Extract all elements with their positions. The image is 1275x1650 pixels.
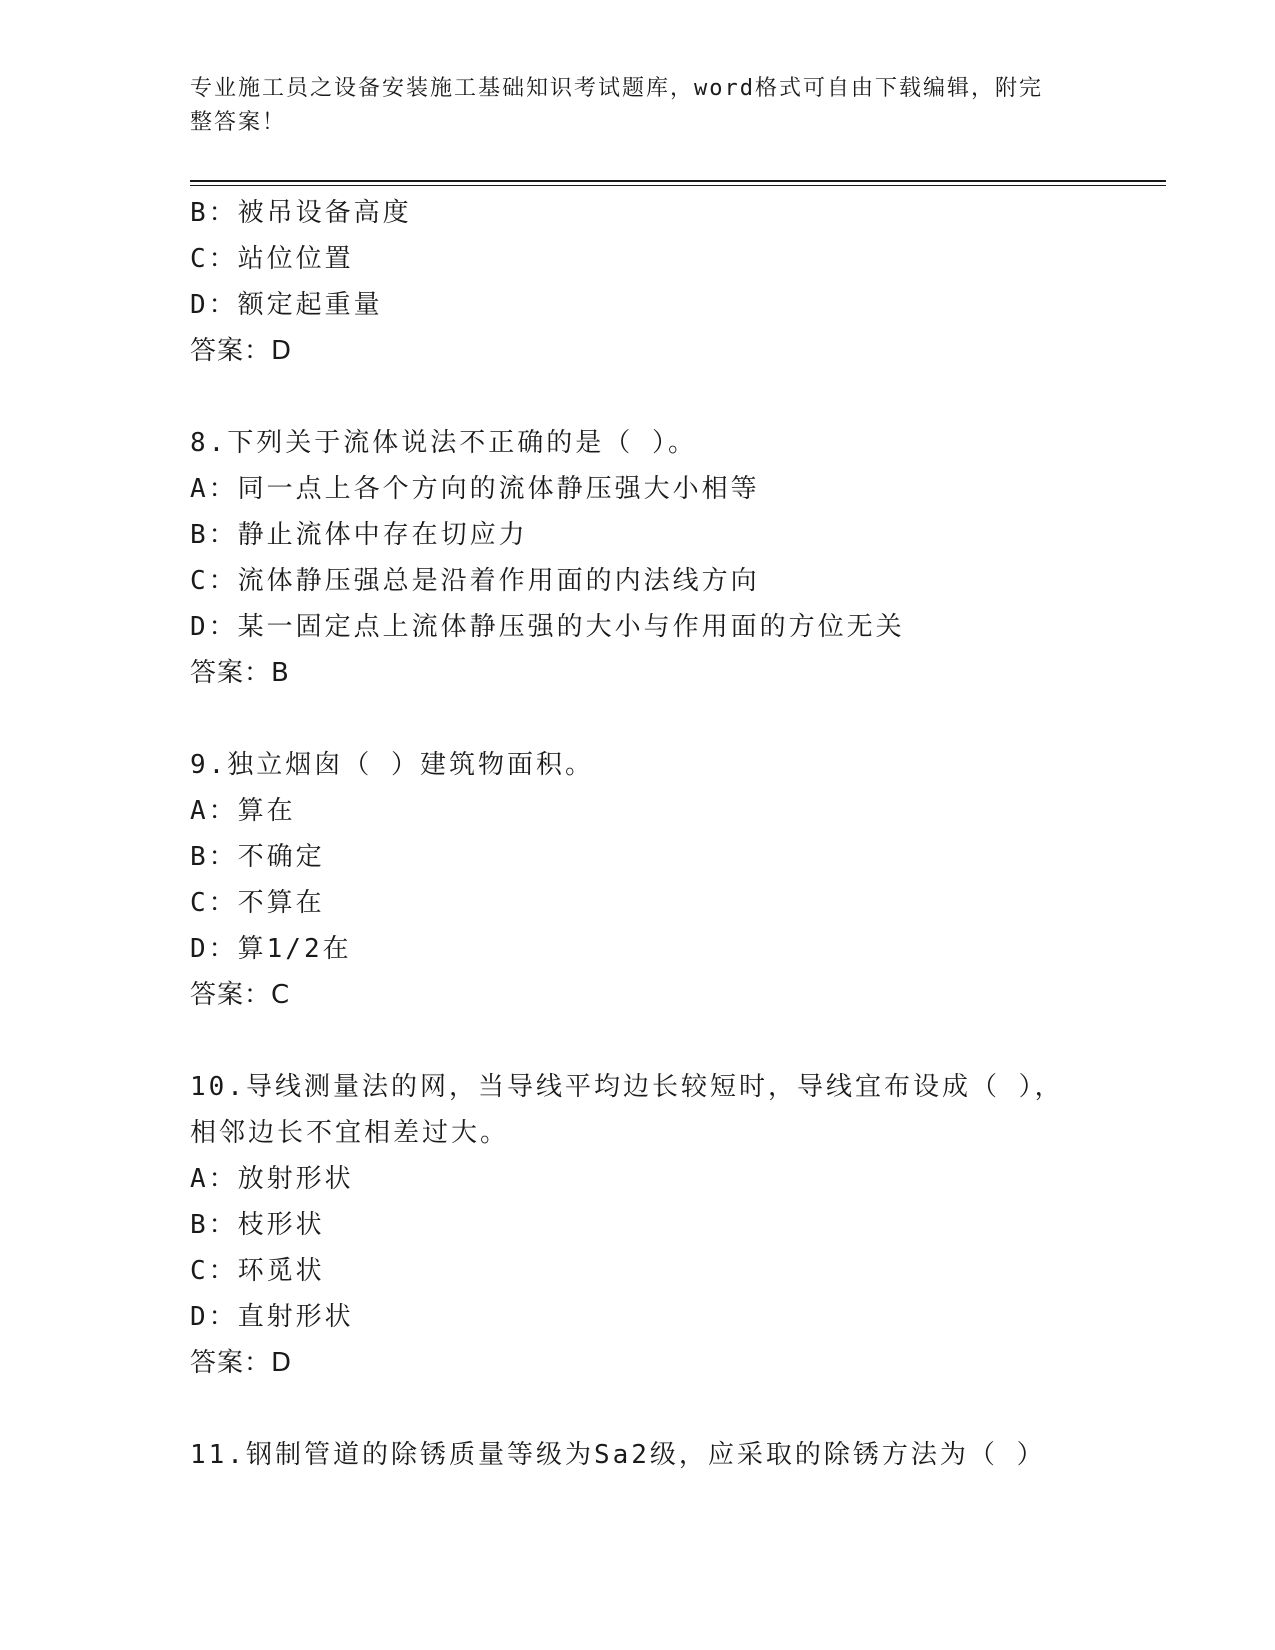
option-b: B：被吊设备高度	[190, 198, 412, 228]
option-d: D：算1/2在	[190, 934, 352, 964]
option-b: B：静止流体中存在切应力	[190, 520, 528, 550]
spacer	[190, 1386, 1130, 1432]
option-d: D：直射形状	[190, 1302, 354, 1332]
answer: 答案：D	[190, 1348, 293, 1378]
spacer	[190, 374, 1130, 420]
question-text: 9.独立烟囱（ ）建筑物面积。	[190, 750, 594, 780]
header-line-2: 整答案！	[190, 110, 287, 135]
option-c: C：环觅状	[190, 1256, 325, 1286]
option-c: C：站位位置	[190, 244, 354, 274]
document-header	[190, 72, 1090, 140]
option-d: D：某一固定点上流体静压强的大小与作用面的方位无关	[190, 612, 905, 642]
option-b: B：不确定	[190, 842, 325, 872]
spacer	[190, 696, 1130, 742]
question-text-line-1: 10.导线测量法的网，当导线平均边长较短时，导线宜布设成（ ），	[190, 1072, 1064, 1102]
question-text: 8.下列关于流体说法不正确的是（ ）。	[190, 428, 697, 458]
question-8	[190, 420, 1130, 696]
option-b: B：枝形状	[190, 1210, 325, 1240]
question-7-tail	[190, 190, 1130, 374]
question-11	[190, 1432, 1130, 1478]
spacer	[190, 1018, 1130, 1064]
option-c: C：不算在	[190, 888, 325, 918]
option-a: A：算在	[190, 796, 296, 826]
option-c: C：流体静压强总是沿着作用面的内法线方向	[190, 566, 760, 596]
answer: 答案：C	[190, 980, 291, 1010]
question-text: 11.钢制管道的除锈质量等级为Sa2级，应采取的除锈方法为（ ）	[190, 1440, 1046, 1470]
question-10	[190, 1064, 1130, 1386]
header-line-1: 专业施工员之设备安装施工基础知识考试题库，word格式可自由下载编辑，附完	[190, 76, 1043, 101]
option-a: A：放射形状	[190, 1164, 354, 1194]
question-text-line-2: 相邻边长不宜相差过大。	[190, 1118, 510, 1148]
header-divider-thick	[190, 180, 1166, 182]
option-a: A：同一点上各个方向的流体静压强大小相等	[190, 474, 760, 504]
question-9	[190, 742, 1130, 1018]
question-list	[190, 190, 1130, 1478]
answer: 答案：D	[190, 336, 293, 366]
option-d: D：额定起重量	[190, 290, 383, 320]
header-divider-thin	[190, 185, 1166, 186]
answer: 答案：B	[190, 658, 290, 688]
